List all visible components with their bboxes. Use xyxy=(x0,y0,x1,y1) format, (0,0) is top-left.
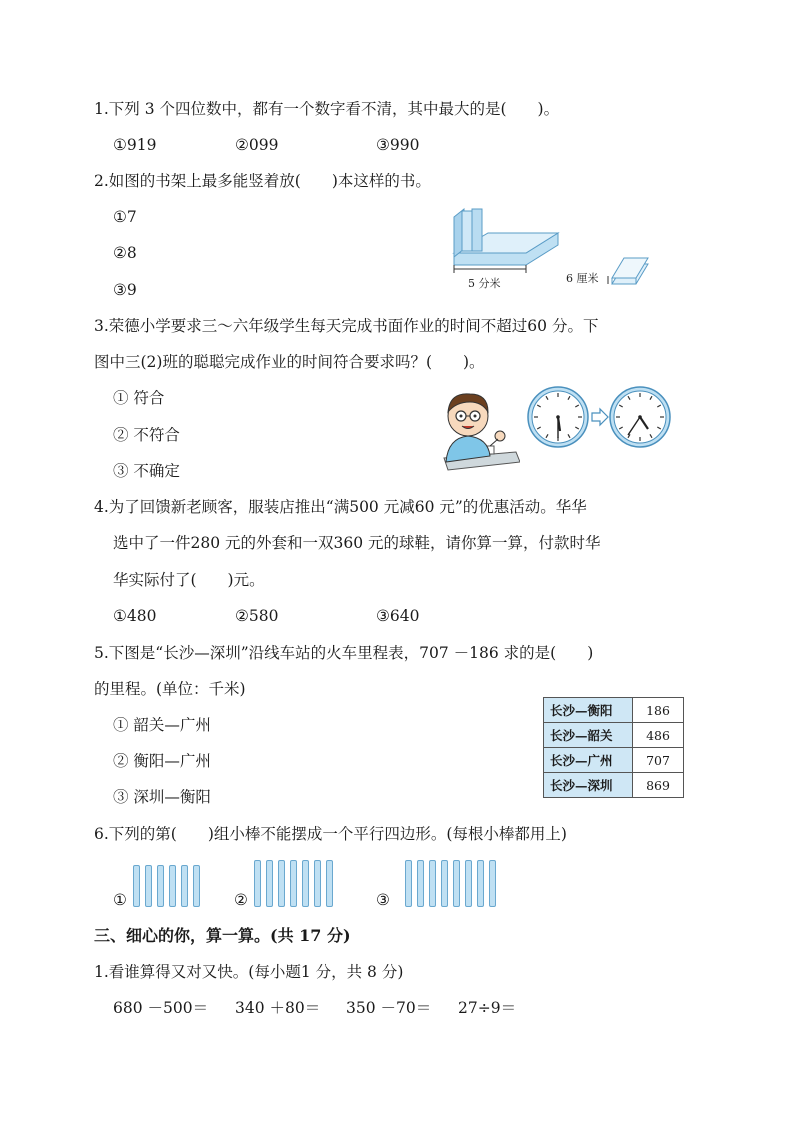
km-cell: 869 xyxy=(633,773,684,798)
km-cell: 186 xyxy=(633,698,684,723)
stick-group-2-label: ② xyxy=(234,891,248,909)
stick xyxy=(181,865,188,907)
stick xyxy=(133,865,140,907)
stick xyxy=(278,860,285,907)
book-thickness-label: 6 厘米 xyxy=(566,272,599,285)
table-row xyxy=(544,723,684,748)
book-figure xyxy=(562,256,654,292)
route-cell: 长沙—韶关 xyxy=(544,723,633,748)
km-cell: 486 xyxy=(633,723,684,748)
stick xyxy=(145,865,152,907)
q2-option-1: ①7 xyxy=(113,208,137,226)
calc-2: 340 ＋80＝ xyxy=(235,999,321,1017)
q3-option-2: ② 不符合 xyxy=(113,426,180,444)
route-cell: 长沙—深圳 xyxy=(544,773,633,798)
start-clock xyxy=(528,387,588,447)
table-row xyxy=(544,748,684,773)
stick xyxy=(489,860,496,907)
stick xyxy=(441,860,448,907)
q5-option-2: ② 衡阳—广州 xyxy=(113,752,211,770)
mileage-table xyxy=(543,697,684,798)
q4-option-1: ①480 xyxy=(113,607,157,625)
q3-line2: 图中三(2)班的聪聪完成作业的时间符合要求吗？( )。 xyxy=(94,353,485,371)
q1-option-3: ③990 xyxy=(376,136,420,154)
q1-option-1: ①919 xyxy=(113,136,157,154)
q4-line1: 4.为了回馈新老顾客，服装店推出“满500 元减60 元”的优惠活动。华华 xyxy=(94,498,587,516)
bookshelf-figure xyxy=(448,205,568,295)
q4-option-3: ③640 xyxy=(376,607,420,625)
q6-text: 6.下列的第( )组小棒不能摆成一个平行四边形。(每根小棒都用上) xyxy=(94,825,567,843)
stick xyxy=(266,860,273,907)
stick xyxy=(429,860,436,907)
route-cell: 长沙—衡阳 xyxy=(544,698,633,723)
stick xyxy=(465,860,472,907)
stick xyxy=(405,860,412,907)
km-cell: 707 xyxy=(633,748,684,773)
stick-group-1-label: ① xyxy=(113,891,127,909)
mileage-table-wrapper xyxy=(543,697,684,798)
q5-option-3: ③ 深圳—衡阳 xyxy=(113,788,211,806)
q2-text: 2.如图的书架上最多能竖着放( )本这样的书。 xyxy=(94,172,431,190)
stick xyxy=(254,860,261,907)
end-clock xyxy=(610,387,670,447)
table-row xyxy=(544,773,684,798)
q3-option-3: ③ 不确定 xyxy=(113,462,180,480)
calc-3: 350 －70＝ xyxy=(346,999,432,1017)
boy-illustration xyxy=(424,382,520,474)
q5-option-1: ① 韶关—广州 xyxy=(113,716,211,734)
q4-option-2: ②580 xyxy=(235,607,279,625)
q5-line1: 5.下图是“长沙—深圳”沿线车站的火车里程表，707 －186 求的是( ) xyxy=(94,644,594,662)
stick xyxy=(290,860,297,907)
q4-line3: 华实际付了( )元。 xyxy=(113,571,265,589)
q3-option-1: ① 符合 xyxy=(113,389,165,407)
stick xyxy=(314,860,321,907)
calc-1: 680 －500＝ xyxy=(113,999,209,1017)
route-cell: 长沙—广州 xyxy=(544,748,633,773)
section-3-sub1: 1.看谁算得又对又快。(每小题1 分，共 8 分) xyxy=(94,963,404,981)
q1-option-2: ②099 xyxy=(235,136,279,154)
stick xyxy=(302,860,309,907)
q1-text: 1.下列 3 个四位数中，都有一个数字看不清，其中最大的是( )。 xyxy=(94,100,560,118)
q5-line2: 的里程。(单位：千米) xyxy=(94,680,246,698)
stick xyxy=(157,865,164,907)
calc-4: 27÷9＝ xyxy=(458,999,517,1017)
q2-option-2: ②8 xyxy=(113,244,137,262)
q2-option-3: ③9 xyxy=(113,281,137,299)
stick xyxy=(193,865,200,907)
stick-group-3-label: ③ xyxy=(376,891,390,909)
shelf-length-label: 5 分米 xyxy=(468,277,501,290)
clocks-figure xyxy=(526,384,672,450)
stick xyxy=(417,860,424,907)
q3-line1: 3.荣德小学要求三～六年级学生每天完成书面作业的时间不超过60 分。下 xyxy=(94,317,599,335)
section-3-title: 三、细心的你，算一算。(共 17 分) xyxy=(94,926,351,945)
stick xyxy=(477,860,484,907)
q4-line2: 选中了一件280 元的外套和一双360 元的球鞋，请你算一算，付款时华 xyxy=(113,534,601,552)
stick xyxy=(326,860,333,907)
table-row xyxy=(544,698,684,723)
stick xyxy=(453,860,460,907)
stick xyxy=(169,865,176,907)
